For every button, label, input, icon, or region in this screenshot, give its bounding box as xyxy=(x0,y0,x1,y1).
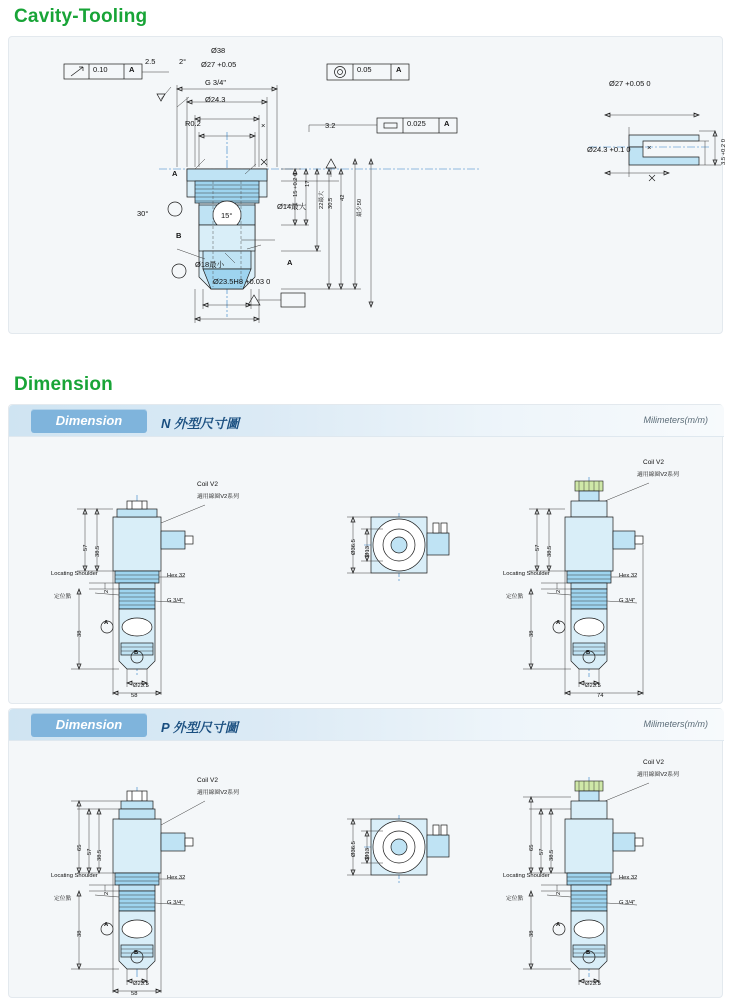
detail-mark-x: × xyxy=(647,143,652,152)
dimension-tag-p: Dimension xyxy=(31,713,147,737)
dim-15deg: 15° xyxy=(221,211,233,220)
dim-2deg: 2° xyxy=(179,57,187,66)
dim-42: 42 xyxy=(340,194,346,201)
thread-p-left: G 3/4" xyxy=(167,900,184,906)
dim-p-top-d36-5: Ø36.5 xyxy=(351,841,357,857)
dim-17: 17 xyxy=(305,180,311,187)
fcf-3-datum: A xyxy=(444,119,450,128)
datum-a-label: A xyxy=(287,258,293,267)
detail-d24-3: Ø24.3 +0.1 0 xyxy=(587,145,631,154)
hex-n-right: Hex 32 xyxy=(619,573,638,579)
dim-n-right-38-5: 38.5 xyxy=(547,545,553,557)
port-b-p-right: B xyxy=(586,950,591,956)
dim-bore-h8: Ø23.5H8 +0.03 0 xyxy=(213,277,271,286)
locating-text-n-right: Locating Shoulder xyxy=(503,571,550,577)
port-b-balloon: B xyxy=(176,231,182,240)
dim-p-right-d23-5: Ø23.5 xyxy=(585,981,601,987)
dim-n-right-38: 38 xyxy=(529,630,535,637)
locating-p-right xyxy=(503,873,550,879)
dim-n-right-57: 57 xyxy=(535,544,541,551)
dimension-block-p xyxy=(8,708,723,998)
coil-sub-p-left: 適用線圈V2系列 xyxy=(197,790,239,796)
port-a-n-left: A xyxy=(104,620,109,626)
thread-n-right: G 3/4" xyxy=(619,598,636,604)
dim-p-right-2: 2 xyxy=(556,891,562,895)
locating-text-n-left: Locating Shoulder xyxy=(51,571,98,577)
dim-d38: Ø38 xyxy=(211,46,226,55)
port-b-n-right: B xyxy=(586,650,591,656)
dim-min-50: 最少50 xyxy=(357,198,363,217)
fcf-2-datum: A xyxy=(396,65,402,74)
dim-d27: Ø27 +0.05 xyxy=(201,60,237,69)
dimension-units-n: Milimeters(m/m) xyxy=(643,415,708,425)
dim-d14-max: Ø14最大 xyxy=(277,202,307,211)
dim-p-left-57: 57 xyxy=(87,848,93,855)
fcf-2-value: 0.05 xyxy=(357,65,372,74)
dim-n-left-58: 58 xyxy=(131,693,138,699)
locating-text-p-left: Locating Shoulder xyxy=(51,873,98,879)
page-title-cavity-tooling: Cavity-Tooling xyxy=(14,6,148,27)
dimension-units-p: Milimeters(m/m) xyxy=(643,719,708,729)
locating-n-right xyxy=(503,571,550,577)
coil-sub-n-right: 適用線圈V2系列 xyxy=(637,472,679,478)
thread-p-right: G 3/4" xyxy=(619,900,636,906)
locating-cjk-p-left: 定位點 xyxy=(54,896,72,902)
dim-30deg: 30° xyxy=(137,209,149,218)
dim-p-left-38-5: 38.5 xyxy=(97,849,103,861)
dim-n-top-d13: Ø13 xyxy=(365,546,371,557)
dim-n-left-d23-5: Ø23.5 xyxy=(133,683,149,689)
dim-n-left-38: 38 xyxy=(77,630,83,637)
port-b-n-left: B xyxy=(134,650,139,656)
dim-p-right-65: 65 xyxy=(529,844,535,851)
dim-2p5: 2.5 xyxy=(145,57,156,66)
fcf-1-datum: A xyxy=(129,65,135,74)
dim-p-left-d23-5: Ø23.5 xyxy=(133,981,149,987)
dim-n-left-38-5: 38.5 xyxy=(95,545,101,557)
dimension-type-code-n: N xyxy=(161,416,171,431)
locating-p-left xyxy=(51,873,98,879)
cavity-tooling-panel xyxy=(8,36,727,334)
mark-x-main: × xyxy=(261,121,266,130)
locating-cjk-p-right: 定位點 xyxy=(506,896,524,902)
dim-n-left-2: 2 xyxy=(104,589,110,593)
dim-d18-min: Ø18最小 xyxy=(195,260,225,269)
dim-22-max: 22最大 xyxy=(319,190,325,209)
dim-n-right-74: 74 xyxy=(597,693,604,699)
locating-n-left xyxy=(51,571,98,577)
dim-n-left-57: 57 xyxy=(83,544,89,551)
fcf-1-value: 0.10 xyxy=(93,65,108,74)
coil-label-p-right: Coil V2 xyxy=(643,759,664,766)
dim-n-top-d36-5: Ø36.5 xyxy=(351,539,357,555)
coil-label-p-left: Coil V2 xyxy=(197,777,218,784)
dim-r0-2: R0.2 xyxy=(185,119,201,128)
dimension-block-n xyxy=(8,404,723,704)
dimension-tag-n: Dimension xyxy=(31,409,147,433)
dim-p-right-38-5: 38.5 xyxy=(549,849,555,861)
detail-d27: Ø27 +0.05 0 xyxy=(609,79,651,88)
fcf-3-value: 0.025 xyxy=(407,119,426,128)
dim-p-right-57: 57 xyxy=(539,848,545,855)
port-a-balloon: A xyxy=(172,169,178,178)
coil-sub-n-left: 適用線圈V2系列 xyxy=(197,494,239,500)
coil-label-n-right: Coil V2 xyxy=(643,459,664,466)
port-a-p-left: A xyxy=(104,922,109,928)
thread-n-left: G 3/4" xyxy=(167,598,184,604)
dimension-type-label-n: 外型尺寸圖 xyxy=(174,416,240,431)
dim-p-left-2: 2 xyxy=(104,891,110,895)
dim-p-left-58: 58 xyxy=(131,991,138,997)
locating-cjk-n-right: 定位點 xyxy=(506,594,524,600)
dim-n-right-2: 2 xyxy=(556,589,562,593)
dim-p-left-38: 38 xyxy=(77,930,83,937)
coil-sub-p-right: 適用線圈V2系列 xyxy=(637,772,679,778)
dim-p-top-d13: Ø13 xyxy=(365,848,371,859)
detail-3-5: 3.5 +0.2 0 xyxy=(721,139,727,165)
dim-thread-g34: G 3/4" xyxy=(205,78,227,87)
dim-d24-3: Ø24.3 xyxy=(205,95,226,104)
dim-3-2: 3.2 xyxy=(325,121,336,130)
dim-15: 15 +0.2 0 xyxy=(293,172,299,197)
dim-n-right-d23-5: Ø23.5 xyxy=(585,683,601,689)
hex-p-right: Hex 32 xyxy=(619,875,638,881)
dim-p-left-65: 65 xyxy=(77,844,83,851)
dimension-type-label-p: 外型尺寸圖 xyxy=(172,720,238,735)
dimension-type-code-p: P xyxy=(161,720,170,735)
dim-p-right-38: 38 xyxy=(529,930,535,937)
locating-text-p-right: Locating Shoulder xyxy=(503,873,550,879)
hex-p-left: Hex 32 xyxy=(167,875,186,881)
port-b-p-left: B xyxy=(134,950,139,956)
coil-label-n-left: Coil V2 xyxy=(197,481,218,488)
locating-cjk-n-left: 定位點 xyxy=(54,594,72,600)
port-a-n-right: A xyxy=(556,620,561,626)
port-a-p-right: A xyxy=(556,922,561,928)
page-title-dimension: Dimension xyxy=(14,374,113,395)
hex-n-left: Hex 32 xyxy=(167,573,186,579)
dim-30-5: 30.5 xyxy=(328,197,334,209)
